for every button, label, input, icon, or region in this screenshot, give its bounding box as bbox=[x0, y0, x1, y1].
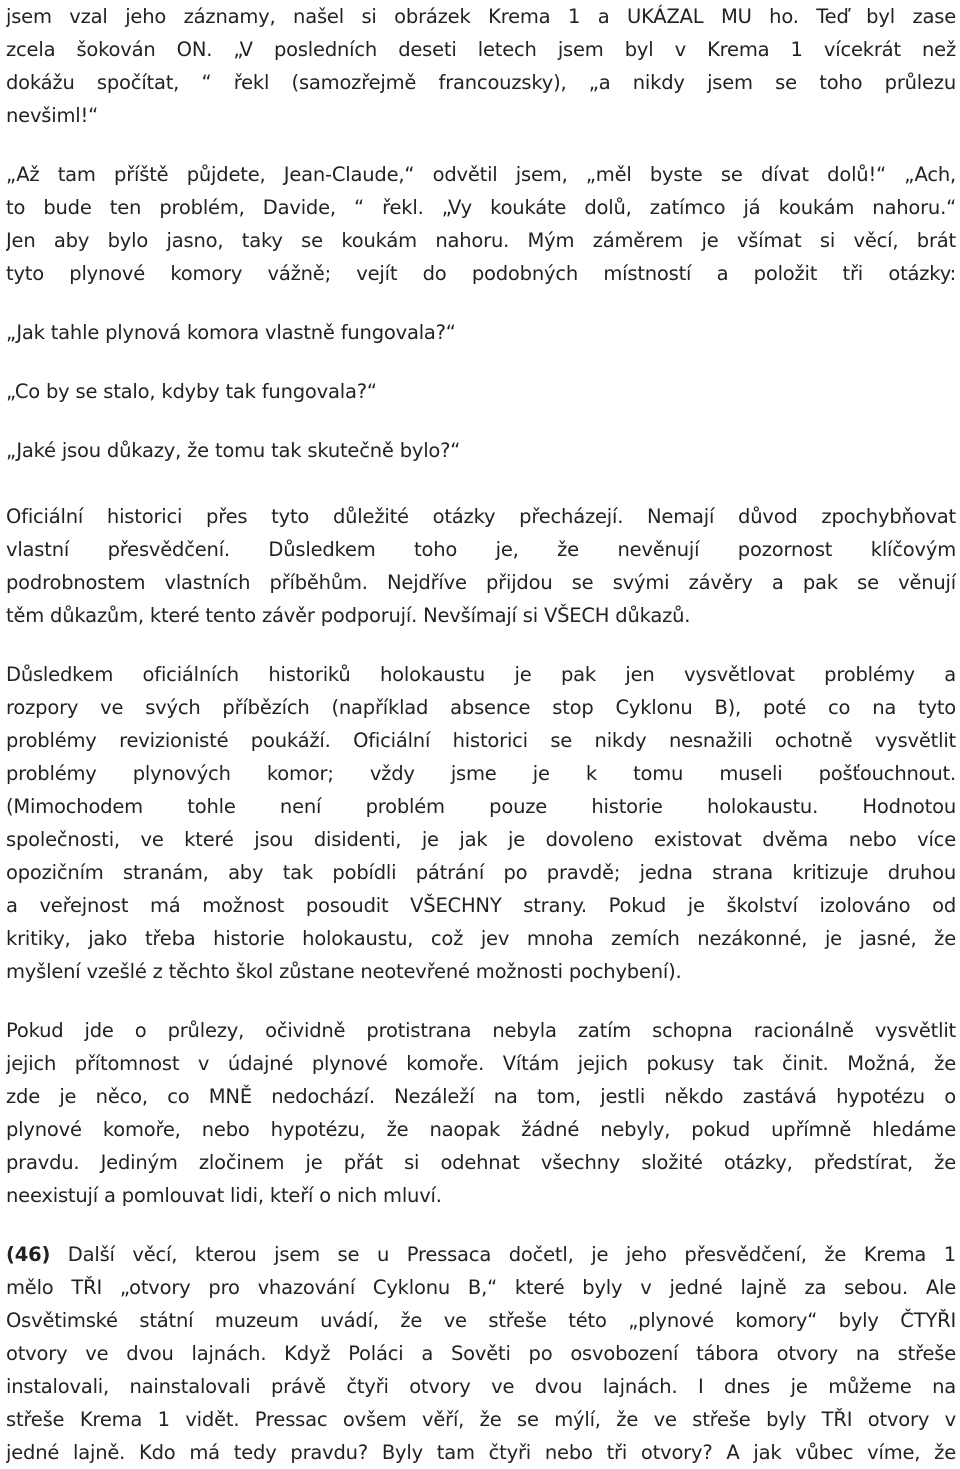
paragraph-historians bbox=[6, 500, 956, 632]
text-line: společnosti, ve které jsou disidenti, je jak je dovoleno existovat dvěma nebo více bbox=[6, 828, 956, 851]
text-line: tyto plynové komory vážně; vejít do podobných místností a položit tři otázky: bbox=[6, 262, 956, 285]
paragraph-gap bbox=[6, 632, 956, 658]
text-line: dokážu spočítat, “ řekl (samozřejmě francouzsky), „a nikdy jsem se toho průlezu bbox=[6, 71, 956, 94]
text-line: a veřejnost má možnost posoudit VŠECHNY strany. Pokud je školství izolováno od bbox=[6, 894, 956, 917]
paragraph-gap bbox=[6, 132, 956, 158]
text-line: Jen aby bylo jasno, taky se koukám nahoru. Mým záměrem je všímat si věcí, brát bbox=[6, 229, 956, 252]
paragraph-gap bbox=[6, 408, 956, 434]
text-line: otvory ve dvou lajnách. Když Poláci a Sověti po osvobození tábora otvory na střeše bbox=[6, 1342, 956, 1365]
question-line: „Jak tahle plynová komora vlastně fungovala?“ bbox=[6, 321, 456, 344]
text-line: Oficiální historici přes tyto důležité otázky přecházejí. Nemají důvod zpochybňovat bbox=[6, 505, 956, 528]
text-line: Pokud jde o průlezy, očividně protistrana nebyla zatím schopna racionálně vysvětlit bbox=[6, 1019, 956, 1042]
paragraph-gap bbox=[6, 290, 956, 316]
text-line: instalovali, nainstalovali právě čtyři otvory ve dvou lajnách. I dnes je můžeme na bbox=[6, 1375, 956, 1398]
text-line: jejich přítomnost v údajné plynové komoře. Vítám jejich pokusy tak činit. Možná, že bbox=[6, 1052, 956, 1075]
paragraph-openings bbox=[6, 1014, 956, 1212]
paragraph-consequence bbox=[6, 658, 956, 988]
text-line: „Až tam příště půjdete, Jean-Claude,“ odvětil jsem, „měl byste se dívat dolů!“ „Ach, bbox=[6, 163, 956, 186]
text-line: plynové komoře, nebo hypotézu, že naopak žádné nebyly, pokud upřímně hledáme bbox=[6, 1118, 956, 1141]
text-line: opozičním stranám, aby tak pobídli pátrání po pravdě; jedna strana kritizuje druhou bbox=[6, 861, 956, 884]
text-line: zde je něco, co MNĚ nedochází. Nezáleží na tom, jestli někdo zastává hypotézu o bbox=[6, 1085, 956, 1108]
text-line: myšlení vzešlé z těchto škol zůstane neotevřené možnosti pochybení). bbox=[6, 960, 682, 983]
text-line: Osvětimské státní muzeum uvádí, že ve střeše této „plynové komory“ byly ČTYŘI bbox=[6, 1309, 956, 1332]
text-line: vlastní přesvědčení. Důsledkem toho je, že nevěnují pozornost klíčovým bbox=[6, 538, 956, 561]
text-line: střeše Krema 1 vidět. Pressac ovšem věří, že se mýlí, že ve střeše byly TŘI otvory v bbox=[6, 1408, 956, 1431]
text-line: jsem vzal jeho záznamy, našel si obrázek Krema 1 a UKÁZAL MU ho. Teď byl zase bbox=[6, 5, 956, 28]
text-line: pravdu. Jediným zločinem je přát si odehnat všechny složité otázky, předstírat, že bbox=[6, 1151, 956, 1174]
text-line: jedné lajně. Kdo má tedy pravdu? Byly tam čtyři nebo tři otvory? A jak vůbec víme, že bbox=[6, 1441, 956, 1464]
text-line: rozpory ve svých příbězích (například absence stop Cyklonu B), poté co na tyto bbox=[6, 696, 956, 719]
question-line: „Co by se stalo, kdyby tak fungovala?“ bbox=[6, 380, 377, 403]
text-line: těm důkazům, které tento závěr podporují. Nevšímají si VŠECH důkazů. bbox=[6, 604, 691, 627]
text-line: kritiky, jako třeba historie holokaustu, což jev mnoha zemích nezákonné, je jasné, že bbox=[6, 927, 956, 950]
text-line: Důsledkem oficiálních historiků holokaustu je pak jen vysvětlovat problémy a bbox=[6, 663, 956, 686]
text-line bbox=[6, 1238, 956, 1271]
text-line: neexistují a pomlouvat lidi, kteří o nich mluví. bbox=[6, 1184, 442, 1207]
paragraph-gap bbox=[6, 467, 956, 500]
question-line: „Jaké jsou důkazy, že tomu tak skutečně bylo?“ bbox=[6, 439, 461, 462]
document-page bbox=[6, 0, 956, 1469]
text-line: to bude ten problém, Davide, “ řekl. „Vy koukáte dolů, zatímco já koukám nahoru.“ bbox=[6, 196, 956, 219]
text-line: nevšiml!“ bbox=[6, 104, 99, 127]
paragraph-number: (46) bbox=[6, 1243, 51, 1266]
text-run: Další věcí, kterou jsem se u Pressaca dočetl, je jeho přesvědčení, že Krema 1 bbox=[50, 1243, 956, 1266]
text-line: podrobnostem vlastních příběhům. Nejdříve přijdou se svými závěry a pak se věnují bbox=[6, 571, 956, 594]
paragraph-dialogue bbox=[6, 158, 956, 290]
text-line: zcela šokován ON. „V posledních deseti letech jsem byl v Krema 1 vícekrát než bbox=[6, 38, 956, 61]
text-line: problémy plynových komor; vždy jsme je k tomu museli pošťouchnout. bbox=[6, 762, 956, 785]
paragraph-gap bbox=[6, 349, 956, 375]
paragraph-intro bbox=[6, 0, 956, 132]
paragraph-gap bbox=[6, 988, 956, 1014]
text-line: mělo TŘI „otvory pro vhazování Cyklonu B,“ které byly v jedné lajně za sebou. Ale bbox=[6, 1276, 956, 1299]
paragraph-gap bbox=[6, 1212, 956, 1238]
text-line: problémy revizionisté poukáží. Oficiální historici se nikdy nesnažili ochotně vysvětlit bbox=[6, 729, 956, 752]
paragraph-46 bbox=[6, 1238, 956, 1469]
text-line: (Mimochodem tohle není problém pouze historie holokaustu. Hodnotou bbox=[6, 795, 956, 818]
